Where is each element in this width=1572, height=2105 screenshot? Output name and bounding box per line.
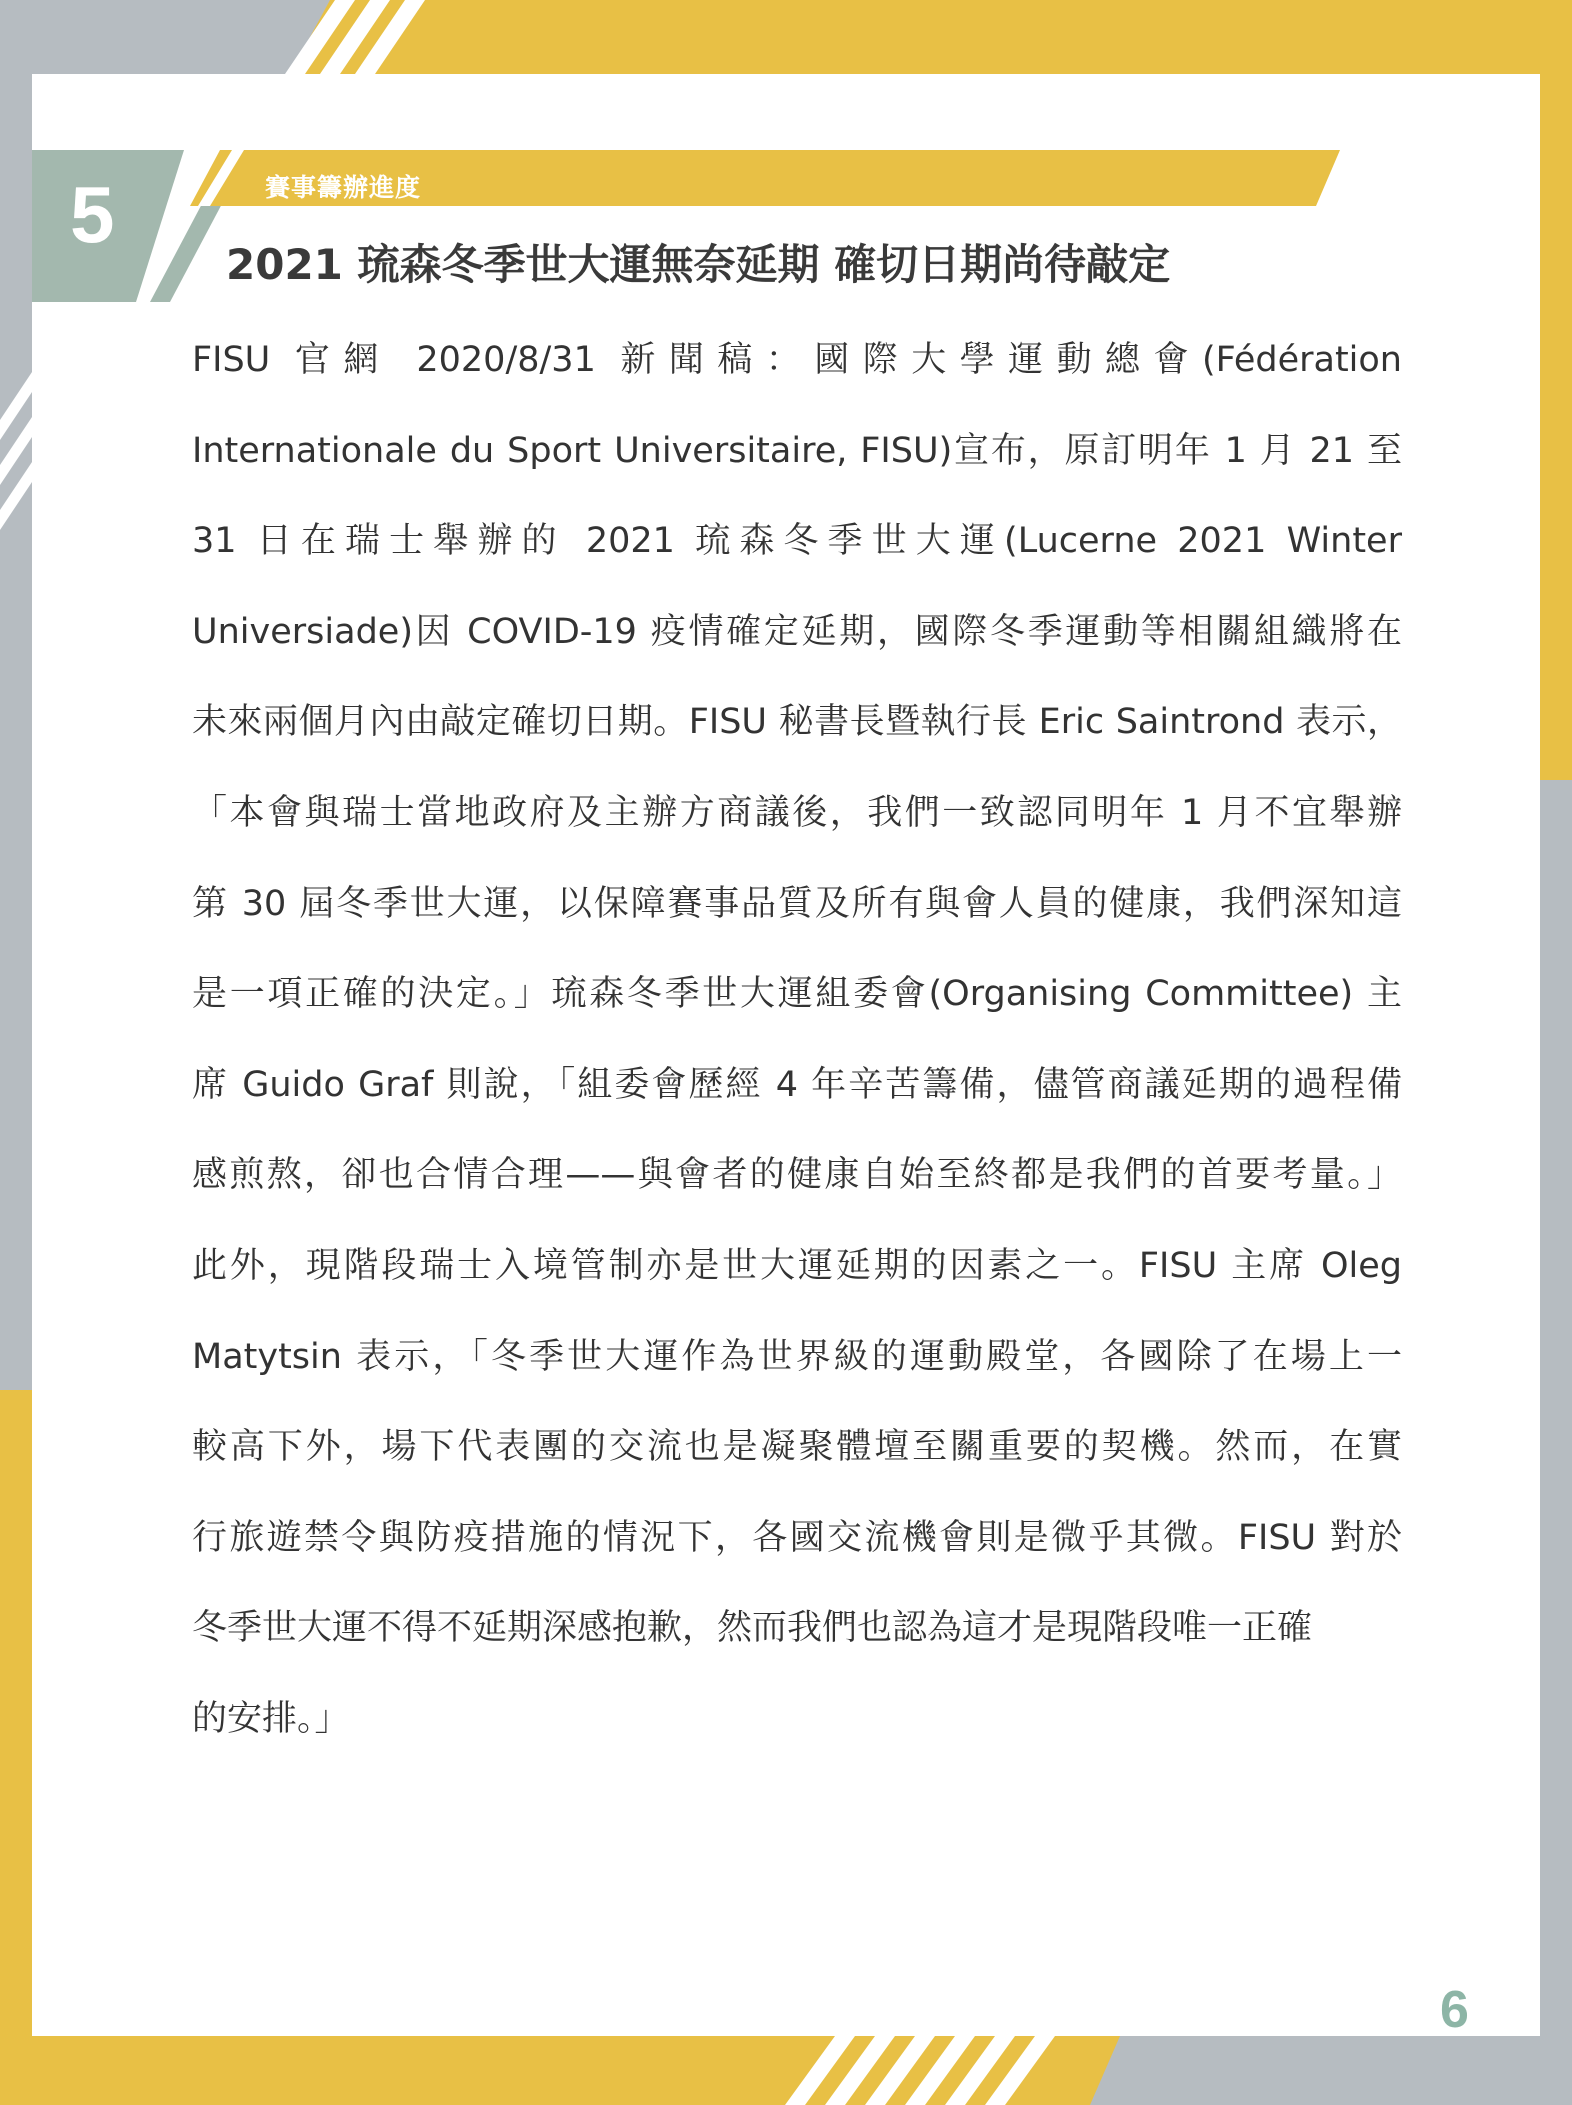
section-number: 5 [70, 170, 115, 259]
article-line: Matytsin 表示，「冬季世大運作為世界級的運動殿堂，各國除了在場上一 [192, 1336, 1402, 1377]
article-line: FISU 官網 2020/8/31 新聞稿：國際大學運動總會(Fédération [192, 340, 1402, 380]
page-number: 6 [1440, 1981, 1469, 2039]
article-line: 第 30 屆冬季世大運，以保障賽事品質及所有與會人員的健康，我們深知這 [192, 883, 1402, 924]
article-line: 行旅遊禁令與防疫措施的情況下，各國交流機會則是微乎其微。FISU 對於 [192, 1517, 1402, 1558]
article-line: 較高下外，場下代表團的交流也是凝聚體壇至關重要的契機。然而，在實 [192, 1427, 1402, 1468]
article-line: 的安排。」 [192, 1698, 350, 1739]
article-line: 冬季世大運不得不延期深感抱歉，然而我們也認為這才是現階段唯一正確 [192, 1608, 1313, 1649]
article-line: 是一項正確的決定。」琉森冬季世大運組委會(Organising Committee) 主 [192, 974, 1402, 1015]
article-line: 感煎熬，卻也合情合理——與會者的健康自始至終都是我們的首要考量。」 [192, 1155, 1402, 1196]
article-line: Universiade)因 COVID-19 疫情確定延期，國際冬季運動等相關組織將在 [192, 611, 1402, 652]
article-line: 此外，現階段瑞士入境管制亦是世大運延期的因素之一。FISU 主席 Oleg [192, 1245, 1402, 1286]
article-line: 31 日在瑞士舉辦的 2021 琉森冬季世大運(Lucerne 2021 Winter [192, 521, 1402, 562]
article-line: 「本會與瑞士當地政府及主辦方商議後，我們一致認同明年 1 月不宜舉辦 [192, 792, 1402, 833]
article-line: 席 Guido Graf 則說，「組委會歷經 4 年辛苦籌備，儘管商議延期的過程備 [192, 1064, 1402, 1105]
article-body [192, 330, 1402, 1780]
article-title: 2021 琉森冬季世大運無奈延期 確切日期尚待敲定 [226, 240, 1171, 289]
category-label: 賽事籌辦進度 [265, 173, 422, 202]
article-line: 未來兩個月內由敲定確切日期。FISU 秘書長暨執行長 Eric Saintrond 表示， [192, 702, 1402, 743]
article-line: Internationale du Sport Universitaire, FISU)宣布，原訂明年 1 月 21 至 [192, 430, 1402, 471]
